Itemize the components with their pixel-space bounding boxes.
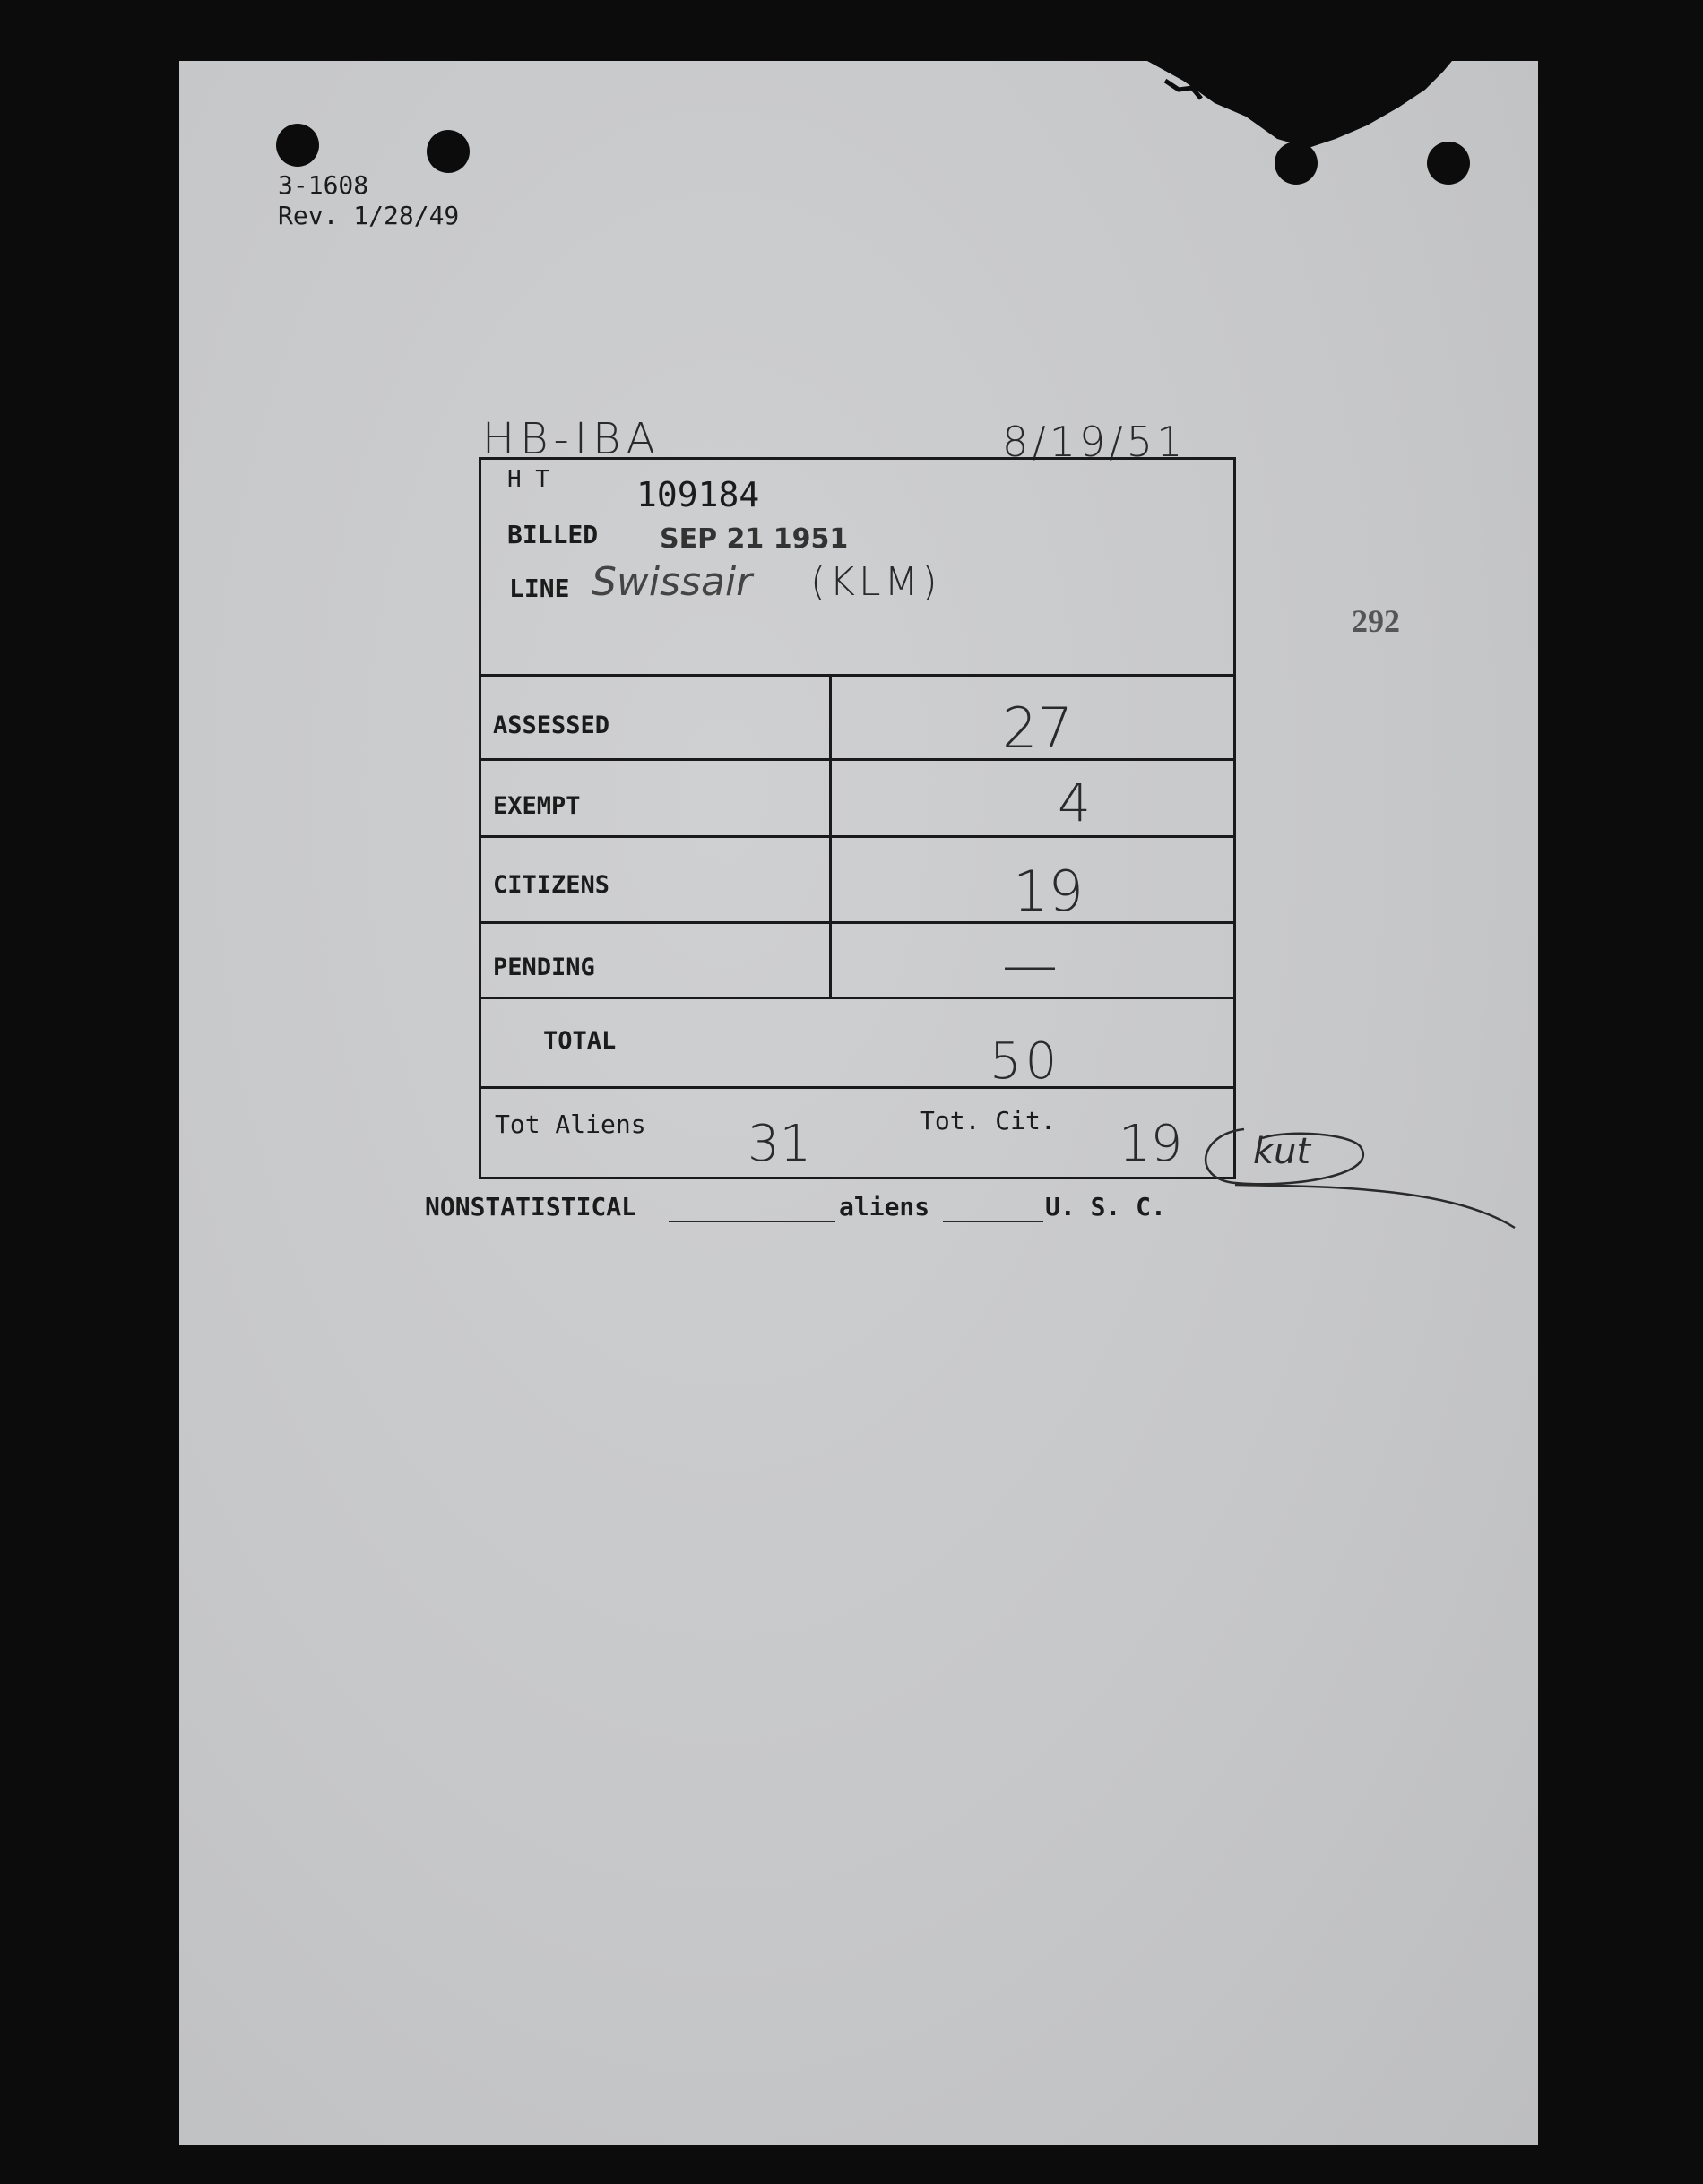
punch-hole-left-2 — [427, 130, 470, 173]
row-value-exempt: 4 — [1058, 773, 1091, 833]
tot-aliens-label: Tot Aliens — [495, 1109, 646, 1139]
row-label-citizens: CITIZENS — [493, 871, 610, 899]
ht-label: H T — [507, 466, 549, 493]
column-divider — [829, 674, 832, 997]
divider — [479, 758, 1236, 761]
row-label-exempt: EXEMPT — [493, 792, 581, 820]
divider — [479, 835, 1236, 838]
row-value-citizens: 19 — [1013, 859, 1084, 924]
nonstatistical-blank — [669, 1221, 835, 1222]
divider — [479, 1086, 1236, 1089]
tot-aliens-value: 31 — [748, 1115, 812, 1173]
form-number: 3-1608 — [278, 170, 369, 200]
usc-label: U. S. C. — [1045, 1192, 1166, 1221]
line-airline-alt: (KLM) — [810, 559, 941, 605]
total-label: TOTAL — [543, 1027, 617, 1055]
line-label: LINE — [509, 574, 570, 603]
handwritten-date: 8/19/51 — [1002, 418, 1187, 466]
torn-corner — [1129, 54, 1542, 161]
row-value-pending: — — [1002, 932, 1058, 997]
form-revision: Rev. 1/28/49 — [278, 201, 460, 230]
billed-label: BILLED — [507, 520, 599, 549]
total-value: 50 — [990, 1032, 1061, 1091]
row-label-pending: PENDING — [493, 954, 595, 981]
row-label-assessed: ASSESSED — [493, 712, 610, 739]
aliens-label: aliens — [839, 1192, 930, 1221]
inspector-initials: kut — [1253, 1131, 1311, 1172]
page-number-stamp: 292 — [1352, 603, 1400, 639]
divider — [479, 674, 1236, 677]
divider — [479, 921, 1236, 924]
line-airline: Swissair — [592, 559, 753, 605]
nonstatistical-label: NONSTATISTICAL — [425, 1192, 637, 1221]
tot-cit-label: Tot. Cit. — [920, 1106, 1056, 1135]
divider — [479, 997, 1236, 999]
billed-date-stamp: SEP 21 1951 — [660, 523, 849, 555]
aircraft-registration: HB-IBA — [482, 414, 661, 464]
tot-cit-value: 19 — [1119, 1115, 1183, 1173]
ht-number: 109184 — [636, 475, 760, 514]
punch-hole-left-1 — [276, 124, 319, 167]
initials-flourish — [1181, 1111, 1522, 1237]
row-value-assessed: 27 — [1002, 695, 1073, 761]
aliens-blank — [943, 1221, 1043, 1222]
